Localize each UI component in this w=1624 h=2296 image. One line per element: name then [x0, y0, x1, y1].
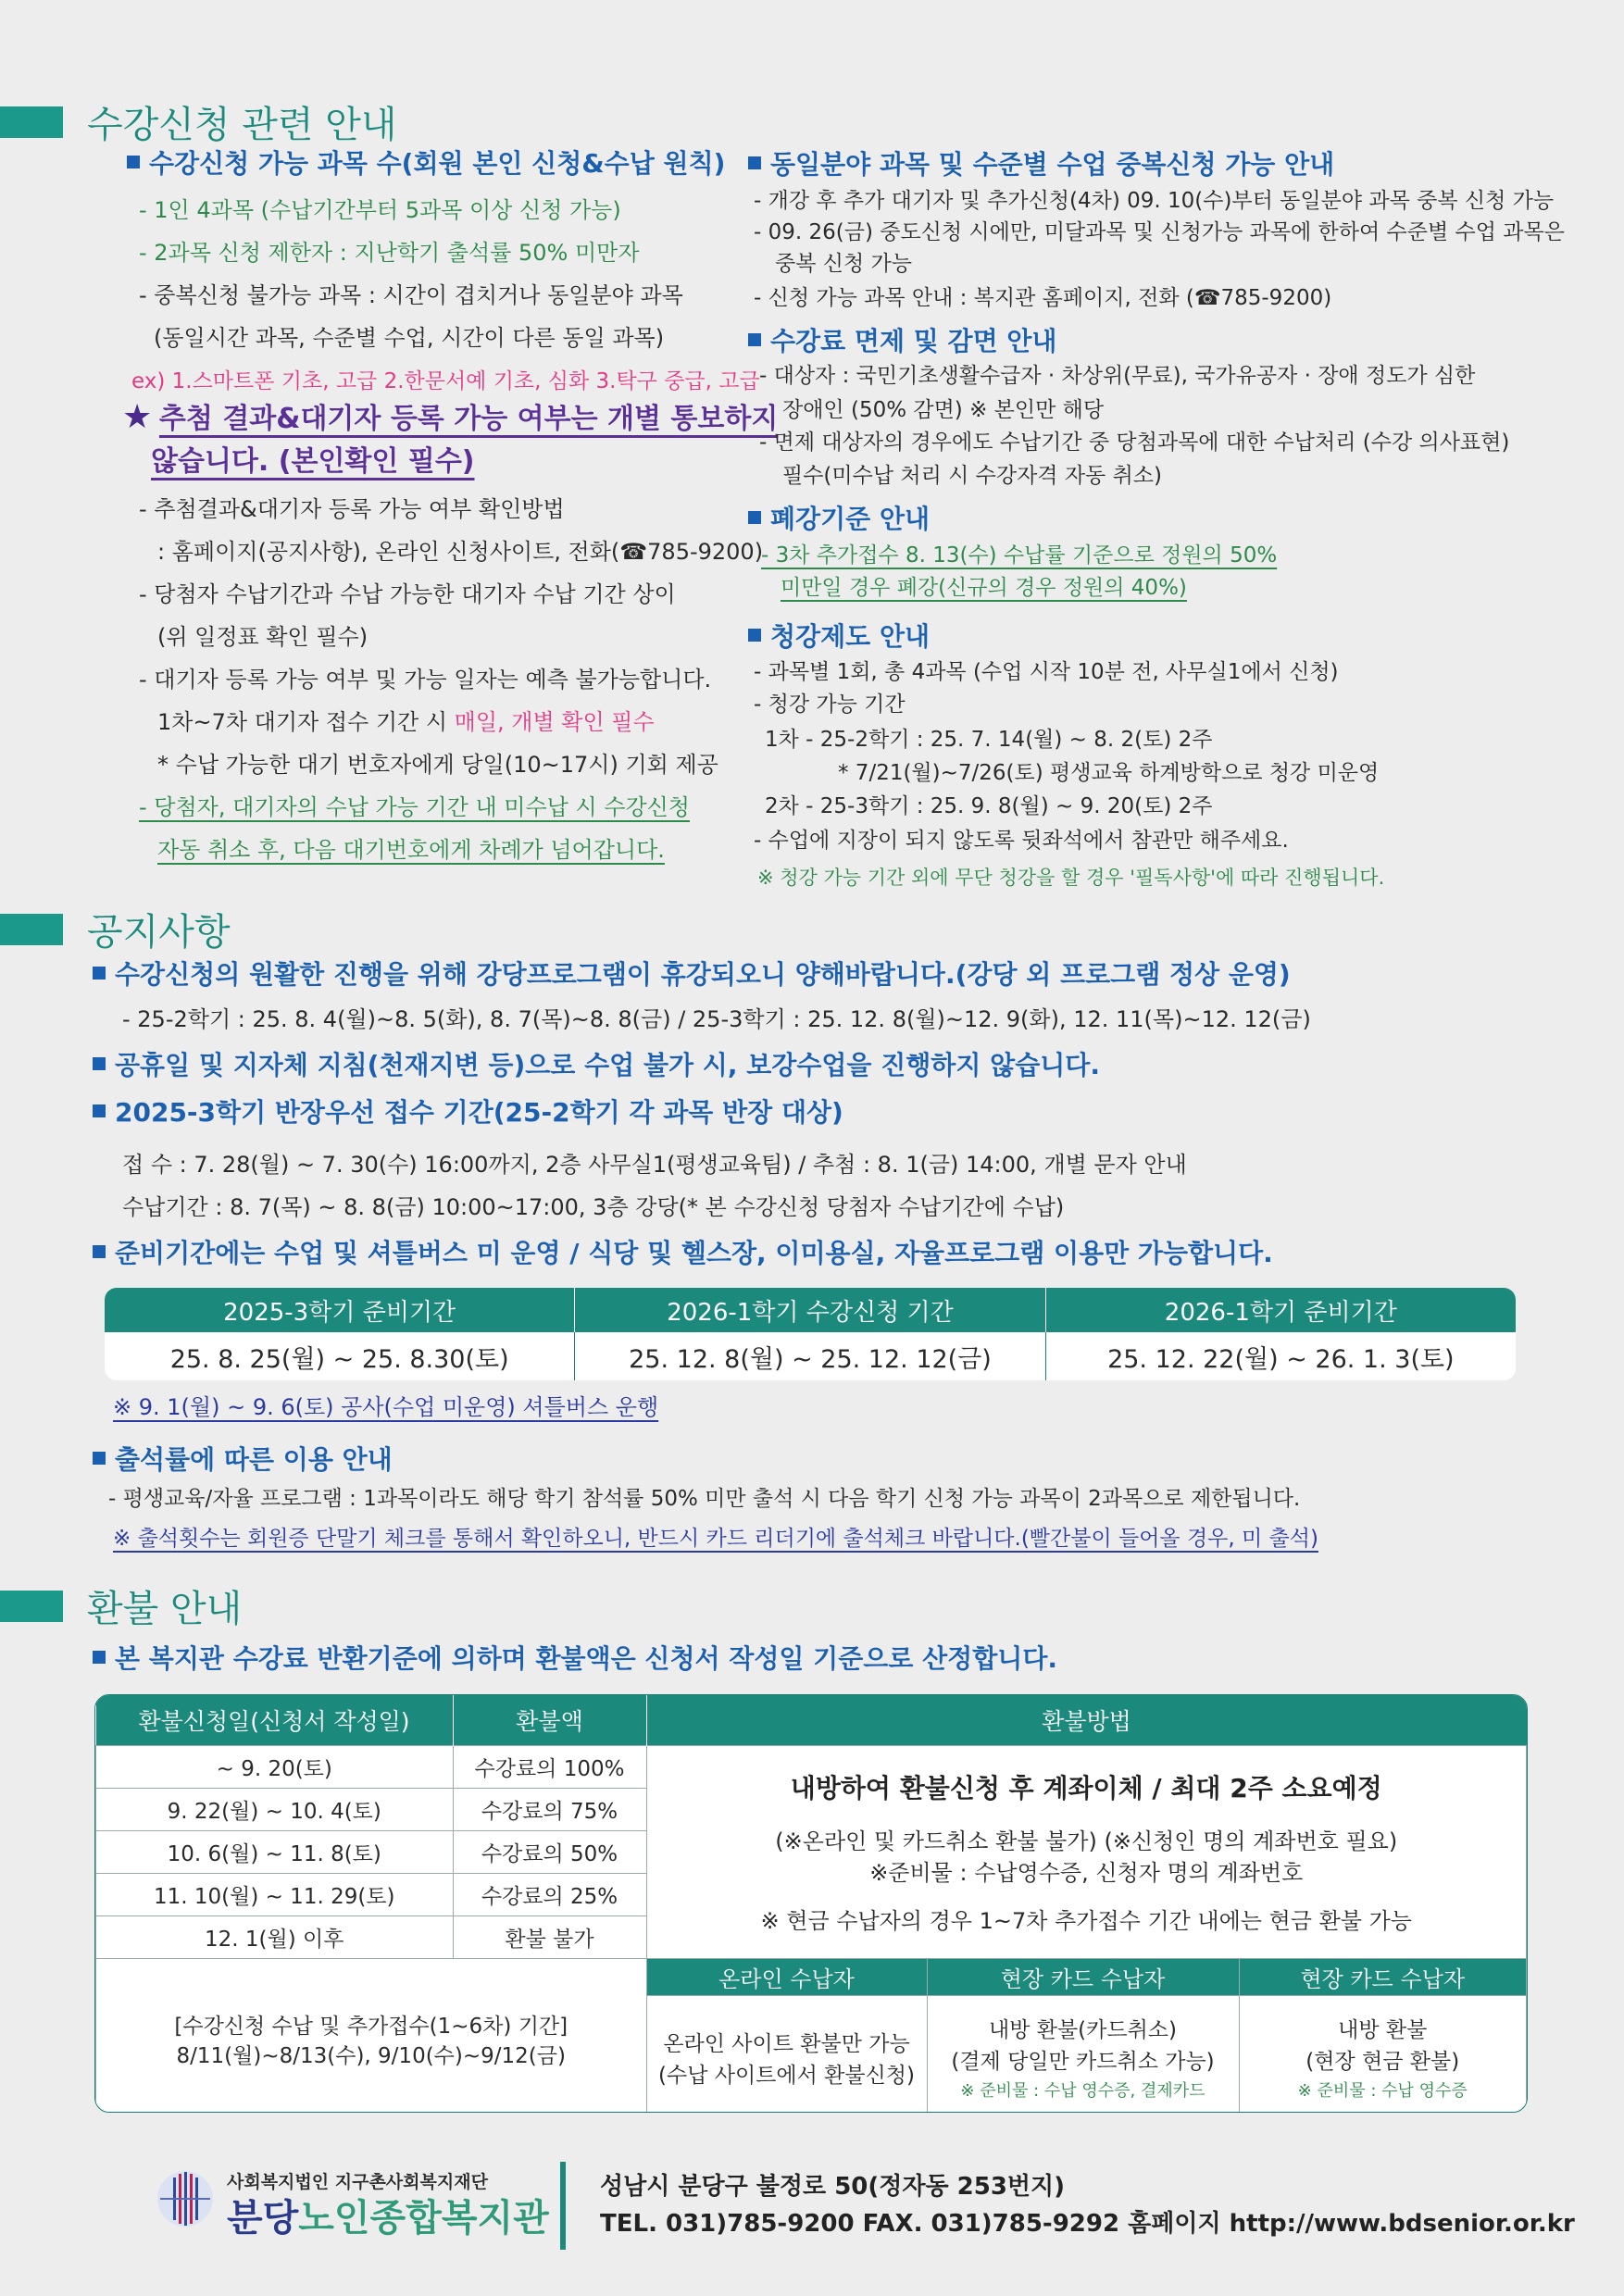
text-line: 접 수 : 7. 28(월) ~ 7. 30(수) 16:00까지, 2층 사무실1(평생교육팀) / 추첨 : 8. 1(금) 14:00, 개별 문자 안내: [122, 1152, 1187, 1178]
square-bullet-icon: [93, 1651, 106, 1664]
refund-amount: 환불 불가: [453, 1916, 646, 1959]
text-line: - 25-2학기 : 25. 8. 4(월)~8. 5(화), 8. 7(목)~8. 8(금) / 25-3학기 : 25. 12. 8(월)~12. 9(화), 12. 11(목)~12. 12(금): [122, 1006, 1311, 1032]
text-line: 장애인 (50% 감면) ※ 본인만 해당: [782, 398, 1105, 422]
text-line: - 09. 26(금) 중도신청 시에만, 미달과목 및 신청가능 과목에 한하여 수준별 수업 과목은: [754, 220, 1565, 244]
text-line: - 평생교육/자율 프로그램 : 1과목이라도 해당 학기 참석률 50% 미만 출석 시 다음 학기 신청 가능 과목이 2과목으로 제한됩니다.: [108, 1487, 1301, 1511]
text-line: 미만일 경우 폐강(신규의 경우 정원의 40%): [781, 576, 1187, 600]
schedule-value: 25. 12. 8(월) ~ 25. 12. 12(금): [575, 1332, 1045, 1381]
sub-text: (수납 사이트에서 환불신청): [658, 2063, 915, 2088]
text-line: 중복 신청 가능: [775, 252, 912, 276]
refund-amount: 수강료의 25%: [453, 1874, 646, 1916]
text-line: - 청강 가능 기간: [754, 693, 906, 717]
text-line: - 면제 대상자의 경우에도 수납기간 중 당첨과목에 대한 수납처리 (수강 의사표현): [759, 430, 1510, 455]
square-bullet-icon: [93, 1057, 106, 1070]
sub-note: ※ 준비물 : 수납 영수증, 결제카드: [960, 2080, 1206, 2101]
refund-table: [94, 1694, 1528, 2113]
shuttle-note: ※ 9. 1(월) ~ 9. 6(토) 공사(수업 미운영) 셔틀버스 운행: [113, 1394, 659, 1420]
sub-text: (결제 당일만 카드취소 가능): [951, 2049, 1215, 2074]
refund-method-line: ※준비물 : 수납영수증, 신청자 명의 계좌번호: [869, 1859, 1304, 1886]
notice-5: 출석률에 따른 이용 안내: [93, 1444, 393, 1476]
text-line: - 대상자 : 국민기초생활수급자 · 차상위(무료), 국가유공자 · 장애 정도가 심한: [759, 364, 1476, 388]
attendance-note: ※ 출석횟수는 회원증 단말기 체크를 통해서 확인하오니, 반드시 카드 리더기에 출석체크 바랍니다.(빨간불이 들어올 경우, 미 출석): [113, 1527, 1318, 1551]
notice-3: 2025-3학기 반장우선 접수 기간(25-2학기 각 과목 반장 대상): [93, 1097, 843, 1129]
refund-date: ~ 9. 20(토): [96, 1746, 454, 1789]
square-bullet-icon: [93, 1104, 106, 1117]
square-bullet-icon: [93, 1452, 106, 1465]
text-line: (위 일정표 확인 필수): [157, 624, 369, 650]
text-line: 수납기간 : 8. 7(목) ~ 8. 8(금) 10:00~17:00, 3층 강당(* 본 수강신청 당첨자 수납기간에 수납): [122, 1194, 1065, 1220]
text-line-note: ※ 청강 가능 기간 외에 무단 청강을 할 경우 '필독사항'에 따라 진행됩니다.: [757, 867, 1385, 889]
star-notice-cont: 않습니다. (본인확인 필수): [151, 445, 475, 478]
sub-text: 내방 환불: [1338, 2017, 1428, 2042]
schedule-value: 25. 8. 25(월) ~ 25. 8.30(토): [105, 1332, 575, 1381]
sub-card: [927, 1996, 1239, 2114]
footer-contact: TEL. 031)785-9200 FAX. 031)785-9292 홈페이지 http://www.bdsenior.or.kr: [600, 2210, 1575, 2238]
schedule-header: 2025-3학기 준비기간: [105, 1288, 575, 1333]
notice-1: 수강신청의 원활한 진행을 위해 강당프로그램이 휴강되오니 양해바랍니다.(강당 외 프로그램 정상 운영): [93, 959, 1291, 991]
text-line: - 3차 추가접수 8. 13(수) 수납률 기준으로 정원의 50%: [761, 543, 1278, 568]
section-bar: [0, 1591, 63, 1622]
square-bullet-icon: [748, 511, 761, 524]
schedule-value: 25. 12. 22(월) ~ 26. 1. 3(토): [1045, 1332, 1516, 1381]
heading-duplicate: 동일분야 과목 및 수준별 수업 중복신청 가능 안내: [748, 149, 1334, 181]
refund-amount: 수강료의 100%: [453, 1746, 646, 1789]
text-line: 필수(미수납 처리 시 수강자격 자동 취소): [782, 464, 1162, 488]
refund-date: 12. 1(월) 이후: [96, 1916, 454, 1959]
star-notice: ★ 추첨 결과&대기자 등록 가능 여부는 개별 통보하지: [122, 398, 779, 436]
text-line: 1차 - 25-2학기 : 25. 7. 14(월) ~ 8. 2(토) 2주: [765, 728, 1213, 752]
notice-2: 공휴일 및 지자체 지침(천재지변 등)으로 수업 불가 시, 보강수업을 진행하지 않습니다.: [93, 1050, 1100, 1081]
text-line: 자동 취소 후, 다음 대기번호에게 차례가 넘어갑니다.: [157, 837, 665, 863]
square-bullet-icon: [748, 333, 761, 346]
text-line-example: ex) 1.스마트폰 기초, 고급 2.한문서예 기초, 심화 3.탁구 중급, 고급: [131, 369, 760, 393]
footer-divider: [560, 2162, 566, 2250]
schedule-header: 2026-1학기 준비기간: [1045, 1288, 1516, 1333]
sub-note: ※ 준비물 : 수납 영수증: [1297, 2080, 1468, 2101]
sub-header: 온라인 수납자: [646, 1959, 927, 1996]
text-line: - 신청 가능 과목 안내 : 복지관 홈페이지, 전화 (☎785-9200): [754, 286, 1332, 310]
text-line: - 대기자 등록 가능 여부 및 가능 일자는 예측 불가능합니다.: [139, 667, 712, 693]
refund-amount: 수강료의 50%: [453, 1831, 646, 1874]
heading-cancellation: 폐강기준 안내: [748, 504, 930, 535]
refund-header: 환불신청일(신청서 작성일): [96, 1695, 454, 1746]
refund-method-line: ※ 현금 수납자의 경우 1~7차 추가접수 기간 내에는 현금 환불 가능: [760, 1907, 1412, 1934]
text-line: - 1인 4과목 (수납기간부터 5과목 이상 신청 가능): [139, 197, 621, 223]
refund-method: [646, 1746, 1527, 1959]
text-line: * 7/21(월)~7/26(토) 평생교육 하계방학으로 청강 미운영: [838, 761, 1380, 785]
refund-period-line: 8/11(월)~8/13(수), 9/10(수)~9/12(금): [176, 2043, 566, 2068]
refund-period-line: [수강신청 수납 및 추가접수(1~6차) 기간]: [174, 2014, 568, 2039]
text-line: - 수업에 지장이 되지 않도록 뒷좌석에서 참관만 해주세요.: [754, 829, 1289, 853]
text-line: - 개강 후 추가 대기자 및 추가신청(4차) 09. 10(수)부터 동일분야 과목 중복 신청 가능: [754, 189, 1555, 213]
section-title: 수강신청 관련 안내: [87, 104, 397, 146]
refund-date: 11. 10(월) ~ 11. 29(토): [96, 1874, 454, 1916]
refund-date: 9. 22(월) ~ 10. 4(토): [96, 1789, 454, 1831]
notice-4: 준비기간에는 수업 및 셔틀버스 미 운영 / 식당 및 헬스장, 이미용실, 자율프로그램 이용만 가능합니다.: [93, 1238, 1273, 1269]
refund-period: [96, 1959, 647, 2114]
text-line: (동일시간 과목, 수준별 수업, 시간이 다른 동일 과목): [154, 325, 665, 351]
square-bullet-icon: [748, 629, 761, 642]
org-name: 분당노인종합복지관: [227, 2197, 549, 2240]
square-bullet-icon: [93, 1245, 106, 1258]
refund-method-line: (※온라인 및 카드취소 환불 불가) (※신청인 명의 계좌번호 필요): [775, 1828, 1398, 1854]
section-header-registration: [0, 95, 397, 148]
heading-audit: 청강제도 안내: [748, 621, 930, 653]
sub-online: [646, 1996, 927, 2114]
section-header-notice: [0, 903, 231, 955]
sub-header: 현장 카드 수납자: [927, 1959, 1239, 1996]
text-line: * 수납 가능한 대기 번호자에게 당일(10~17시) 기회 제공: [157, 752, 718, 778]
square-bullet-icon: [748, 156, 761, 169]
schedule-header-row: [105, 1288, 1517, 1333]
text-line: - 당첨자 수납기간과 수납 가능한 대기자 수납 기간 상이: [139, 581, 676, 607]
refund-amount: 수강료의 75%: [453, 1789, 646, 1831]
schedule-header: 2026-1학기 수강신청 기간: [575, 1288, 1045, 1333]
text-line: - 추첨결과&대기자 등록 가능 여부 확인방법: [139, 496, 565, 522]
text-line: 2차 - 25-3학기 : 25. 9. 8(월) ~ 9. 20(토) 2주: [765, 794, 1213, 818]
sub-text: 내방 환불(카드취소): [988, 2017, 1177, 2042]
text-line: - 과목별 1회, 총 4과목 (수업 시작 10분 전, 사무실1에서 신청): [754, 660, 1339, 684]
square-bullet-icon: [93, 967, 106, 980]
schedule-table: [104, 1287, 1517, 1381]
refund-header: 환불방법: [646, 1695, 1527, 1746]
star-icon: ★: [122, 398, 153, 436]
refund-date: 10. 6(월) ~ 11. 8(토): [96, 1831, 454, 1874]
refund-method-title: 내방하여 환불신청 후 계좌이체 / 최대 2주 소요예정: [790, 1772, 1382, 1803]
text-line: - 당첨자, 대기자의 수납 가능 기간 내 미수납 시 수강신청: [139, 794, 690, 820]
refund-header: 환불액: [453, 1695, 646, 1746]
square-bullet-icon: [127, 156, 140, 168]
heading-course-count: 수강신청 가능 과목 수(회원 본인 신청&수납 원칙): [127, 148, 725, 180]
footer-address: 성남시 분당구 불정로 50(정자동 253번지): [600, 2173, 1066, 2201]
sub-header: 현장 카드 수납자: [1239, 1959, 1527, 1996]
section-bar: [0, 914, 63, 945]
refund-table-grid: [95, 1695, 1527, 2113]
text-line: - 2과목 신청 제한자 : 지난학기 출석률 50% 미만자: [139, 240, 640, 266]
org-small: 사회복지법인 지구촌사회복지재단: [227, 2172, 488, 2192]
section-bar: [0, 106, 63, 138]
sub-text: 온라인 사이트 환불만 가능: [663, 2031, 910, 2056]
refund-heading: 본 복지관 수강료 반환기준에 의하며 환불액은 신청서 작성일 기준으로 산정합니다.: [93, 1643, 1057, 1675]
text-line: : 홈페이지(공지사항), 온라인 신청사이트, 전화(☎785-9200): [157, 539, 764, 565]
heading-fee-exemption: 수강료 면제 및 감면 안내: [748, 326, 1056, 357]
sub-text: (현장 현금 환불): [1305, 2049, 1460, 2074]
text-line: 1차~7차 대기자 접수 기간 시 매일, 개별 확인 필수: [157, 709, 655, 735]
text-line: - 중복신청 불가능 과목 : 시간이 겹치거나 동일분야 과목: [139, 282, 683, 308]
sub-cash: [1239, 1996, 1527, 2114]
section-title: 공지사항: [87, 911, 231, 954]
schedule-value-row: [105, 1332, 1517, 1381]
logo-mark: [153, 2166, 218, 2231]
section-title: 환불 안내: [87, 1588, 243, 1630]
section-header-refund: [0, 1579, 242, 1632]
